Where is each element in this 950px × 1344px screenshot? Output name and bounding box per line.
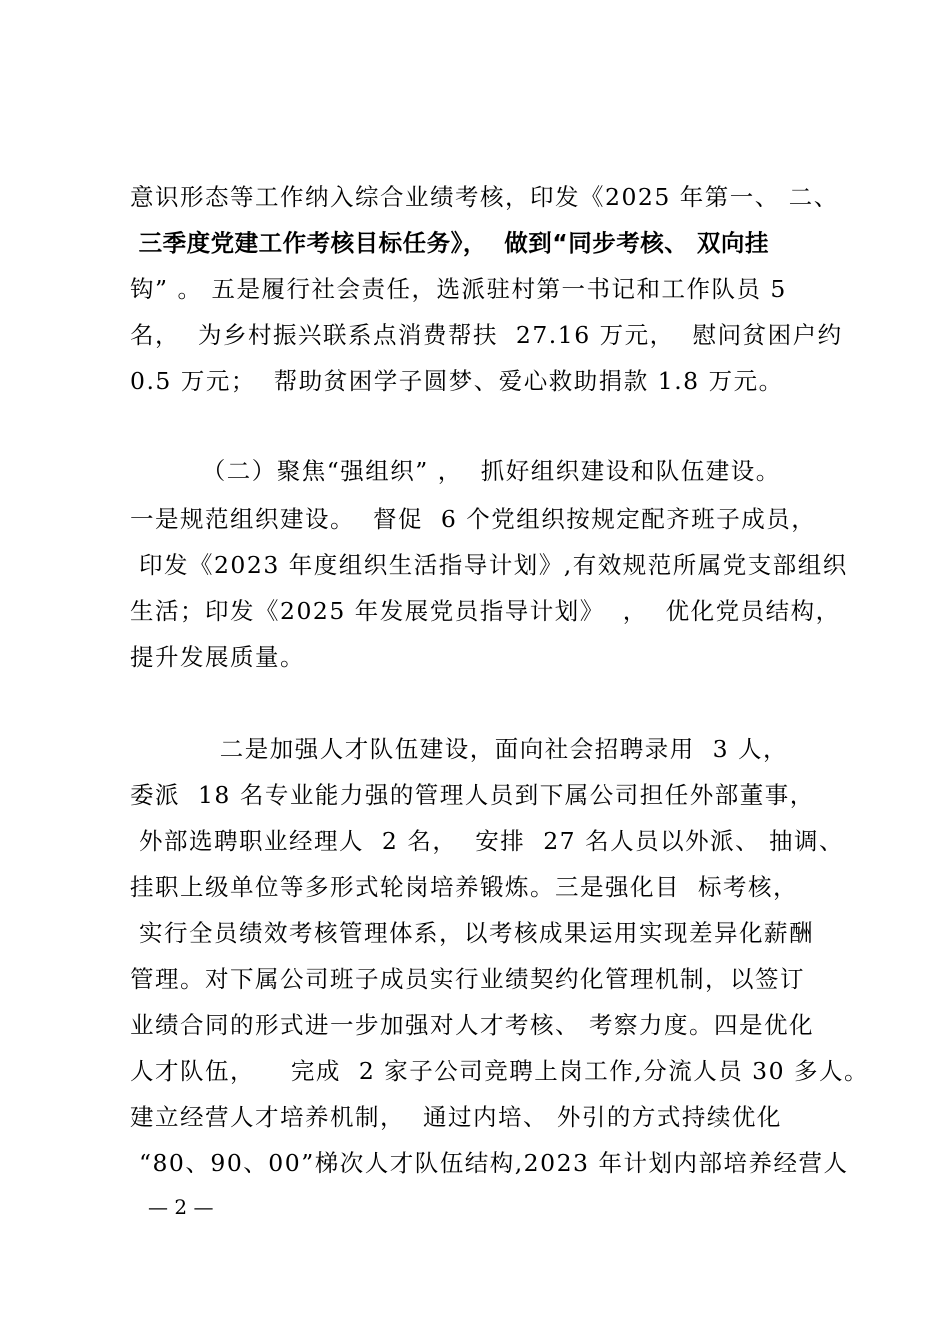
paragraph-2-line-4: 生活；印发《2025 年发展党员指导计划》 ， 优化党员结构，: [130, 597, 841, 625]
paragraph-2-line-5: 提升发展质量。: [130, 643, 305, 671]
paragraph-3-line-2: 委派 18 名专业能力强的管理人员到下属公司担任外部董事，: [130, 781, 815, 809]
paragraph-3-line-4: 挂职上级单位等多形式轮岗培养锻炼。三是强化目 标考核，: [130, 873, 798, 901]
paragraph-1-line-4: 名， 为乡村振兴联系点消费帮扶 27.16 万元， 慰问贫困户约: [130, 321, 843, 349]
paragraph-2-line-3: 印发《2023 年度组织生活指导计划》,有效规范所属党支部组织: [130, 551, 848, 579]
paragraph-3-line-9: 建立经营人才培养机制， 通过内培、 外引的方式持续优化: [130, 1103, 782, 1131]
paragraph-3-line-8: 人才队伍， 完成 2 家子公司竞聘上岗工作,分流人员 30 多人。: [130, 1057, 870, 1085]
paragraph-1-line-5: 0.5 万元； 帮助贫困学子圆梦、爱心救助捐款 1.8 万元。: [130, 367, 784, 395]
paragraph-3-line-1: 二是加强人才队伍建设，面向社会招聘录用 3 人，: [130, 735, 789, 763]
paragraph-2-line-1: （二）聚焦“强组织” ， 抓好组织建设和队伍建设。: [130, 457, 781, 485]
paragraph-1-line-3: 钩” 。 五是履行社会责任，选派驻村第一书记和工作队员 5: [130, 275, 787, 303]
paragraph-3-line-6: 管理。对下属公司班子成员实行业绩契约化管理机制，以签订: [130, 965, 805, 993]
paragraph-3-line-10: “80、90、00”梯次人才队伍结构,2023 年计划内部培养经营人: [130, 1149, 849, 1177]
paragraph-1-line-1: 意识形态等工作纳入综合业绩考核，印发《2025 年第一、 二、: [130, 183, 839, 211]
paragraph-1-line-2: 三季度党建工作考核目标任务》， 做到“同步考核、 双向挂: [130, 229, 769, 257]
paragraph-3-line-3: 外部选聘职业经理人 2 名， 安排 27 名人员以外派、 抽调、: [130, 827, 845, 855]
paragraph-3-line-7: 业绩合同的形式进一步加强对人才考核、 考察力度。四是优化: [130, 1011, 814, 1039]
paragraph-3-line-5: 实行全员绩效考核管理体系，以考核成果运用实现差异化薪酬: [130, 919, 814, 947]
page-number: — 2 —: [148, 1195, 214, 1219]
paragraph-2-line-2: 一是规范组织建设。 督促 6 个党组织按规定配齐班子成员，: [130, 505, 817, 533]
